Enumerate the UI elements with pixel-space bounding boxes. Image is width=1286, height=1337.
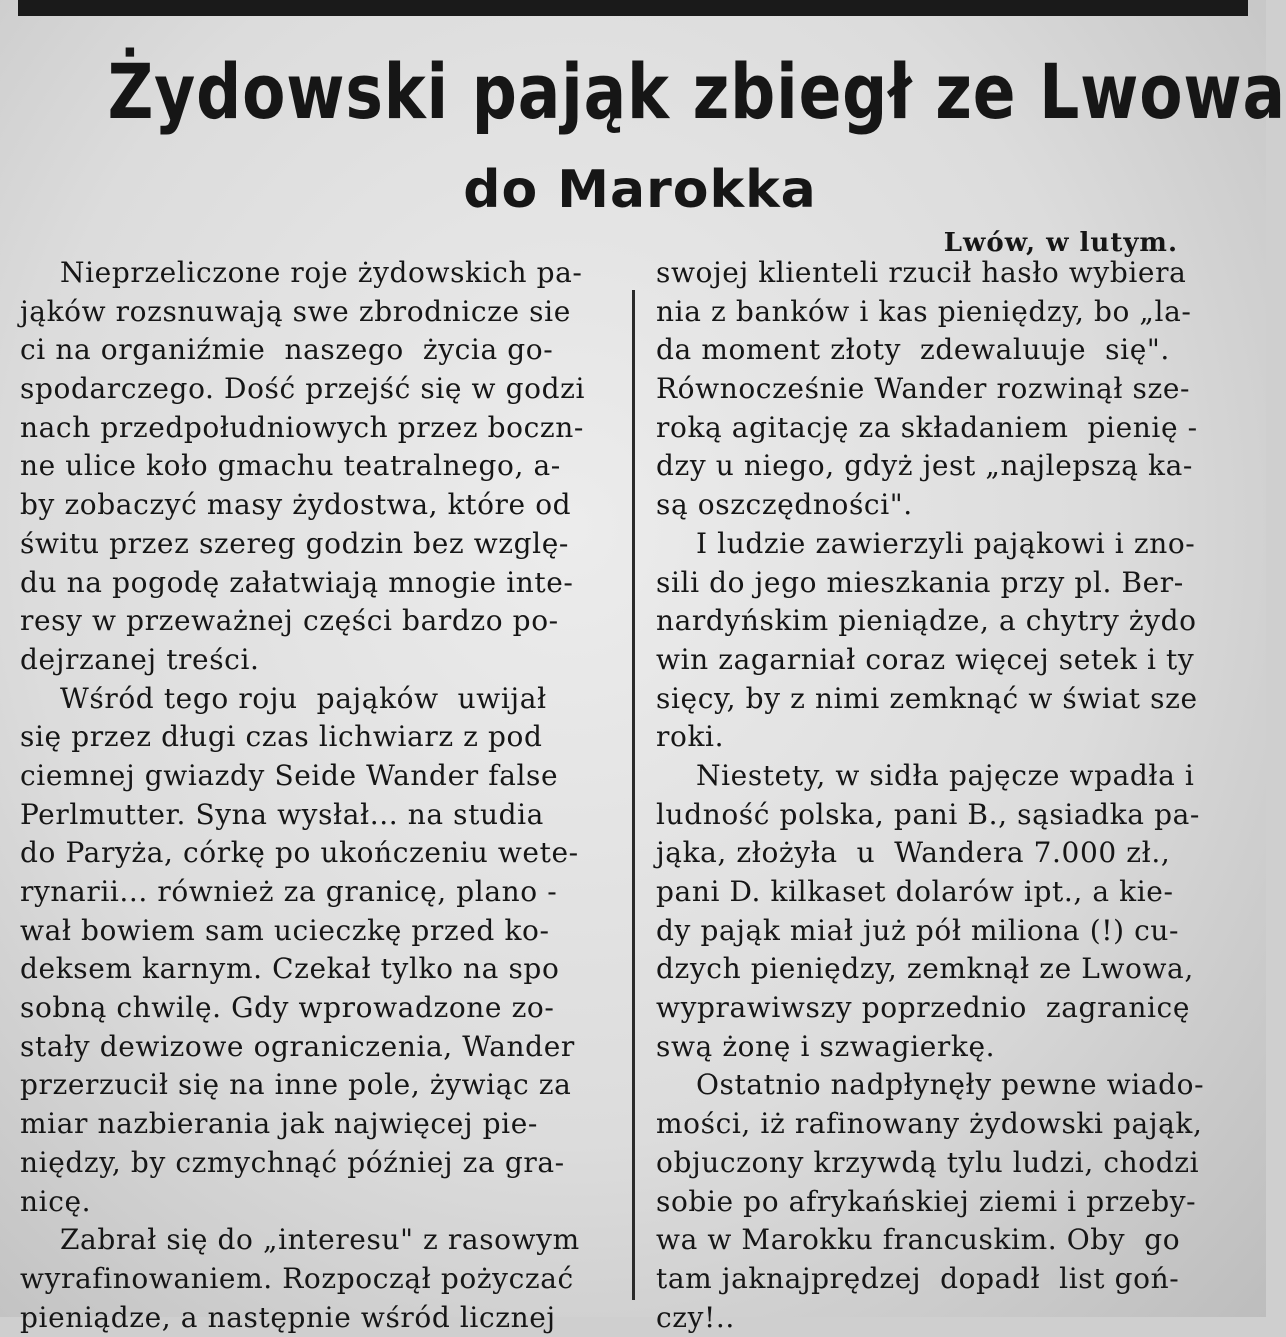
text-line: niędzy, by czmychnąć później za gra- <box>20 1145 565 1179</box>
text-line: sobie po afrykańskiej ziemi i przeby- <box>656 1184 1197 1218</box>
text-line: jąka, złożyła u Wandera 7.000 zł., <box>656 836 1171 870</box>
text-line: nia z banków i kas pieniędzy, bo „la- <box>656 294 1192 328</box>
text-line: dzych pieniędzy, zemknął ze Lwowa, <box>656 952 1194 986</box>
text-line: ne ulice koło gmachu teatralnego, a- <box>20 449 561 483</box>
subheadline: do Marokka <box>463 160 817 220</box>
text-line: nach przedpołudniowych przez boczn- <box>20 410 584 444</box>
text-line: tam jaknajprędzej dopadł list goń- <box>656 1261 1180 1295</box>
column-divider <box>632 290 635 1300</box>
text-line: nicę. <box>20 1184 92 1218</box>
text-line: Perlmutter. Syna wysłał... na studia <box>20 797 544 831</box>
text-line: są oszczędności". <box>656 488 913 522</box>
text-line: deksem karnym. Czekał tylko na spo <box>20 952 560 986</box>
text-line: wa w Marokku francuskim. Oby go <box>656 1223 1181 1257</box>
text-line: sili do jego mieszkania przy pl. Ber- <box>656 565 1184 599</box>
text-line: nardyńskim pieniądze, a chytry żydo <box>656 604 1197 638</box>
text-line: pani D. kilkaset dolarów ipt., a kie- <box>656 875 1174 908</box>
dateline: Lwów, w lutym. <box>943 228 1178 258</box>
text-line: Zabrał się do „interesu" z rasowym <box>60 1223 580 1257</box>
text-line: I ludzie zawierzyli pająkowi i zno- <box>696 526 1196 560</box>
text-line: czy!.. <box>656 1300 735 1334</box>
text-line: roką agitację za składaniem pienię - <box>656 410 1198 444</box>
text-line: ludność polska, pani B., sąsiadka pa- <box>656 797 1200 831</box>
text-line: dzy u niego, gdyż jest „najlepszą ka- <box>656 449 1193 483</box>
text-line: spodarczego. Dość przejść się w godzi <box>20 372 586 406</box>
text-line: da moment złoty zdewaluuje się". <box>656 333 1170 367</box>
text-line: resy w przeważnej części bardzo po- <box>20 604 559 638</box>
text-line: by zobaczyć masy żydostwa, które od <box>20 488 572 522</box>
text-line: wyrafinowaniem. Rozpoczął pożyczać <box>20 1261 574 1295</box>
text-line: jąków rozsnuwają swe zbrodnicze sie <box>20 294 571 328</box>
text-line: miar nazbierania jak najwięcej pie- <box>20 1107 538 1141</box>
text-line: Równocześnie Wander rozwinął sze- <box>656 372 1191 406</box>
text-line: świtu przez szereg godzin bez wzglę- <box>20 526 569 560</box>
text-line: wyprawiwszy poprzednio zagranicę <box>656 991 1190 1025</box>
text-line: ciemnej gwiazdy Seide Wander false <box>20 758 559 792</box>
text-line: Niestety, w sidła pajęcze wpadła i <box>696 758 1195 792</box>
text-line: dy pająk miał już pół miliona (!) cu- <box>656 913 1180 947</box>
text-line: przerzucił się na inne pole, żywiąc za <box>20 1068 572 1102</box>
text-line: objuczony krzywdą tylu ludzi, chodzi <box>656 1145 1200 1179</box>
text-line: się przez długi czas lichwiarz z pod <box>20 720 543 754</box>
text-line: dejrzanej treści. <box>20 642 260 676</box>
text-line: rynarii... również za granicę, plano - <box>20 875 558 908</box>
text-line: do Paryża, córkę po ukończeniu wete- <box>20 836 579 870</box>
text-line: win zagarniał coraz więcej setek i ty <box>656 642 1195 676</box>
text-line: Nieprzeliczone roje żydowskich pa- <box>60 256 583 289</box>
text-line: pieniądze, a następnie wśród licznej <box>20 1300 556 1334</box>
text-line: sobną chwilę. Gdy wprowadzone zo- <box>20 991 555 1025</box>
text-line: wał bowiem sam ucieczkę przed ko- <box>20 913 550 947</box>
text-line: stały dewizowe ograniczenia, Wander <box>20 1029 575 1063</box>
text-line: Ostatnio nadpłynęły pewne wiado- <box>696 1068 1205 1102</box>
left-column <box>20 254 585 1337</box>
text-line: sięcy, by z nimi zemknąć w świat sze <box>656 681 1198 715</box>
text-line: roki. <box>656 720 725 754</box>
text-line: swą żonę i szwagierkę. <box>656 1029 996 1063</box>
text-line: mości, iż rafinowany żydowski pająk, <box>656 1107 1203 1141</box>
text-line: du na pogodę załatwiają mnogie inte- <box>20 565 574 599</box>
right-column <box>656 254 1204 1337</box>
text-line: Wśród tego roju pająków uwijał <box>60 681 547 715</box>
headline: Żydowski pająk zbiegł ze Lwowa <box>107 47 1286 136</box>
text-line: ci na organiźmie naszego życia go- <box>20 333 554 367</box>
text-line: swojej klienteli rzucił hasło wybiera <box>656 256 1187 289</box>
top-border-rule <box>18 0 1248 16</box>
